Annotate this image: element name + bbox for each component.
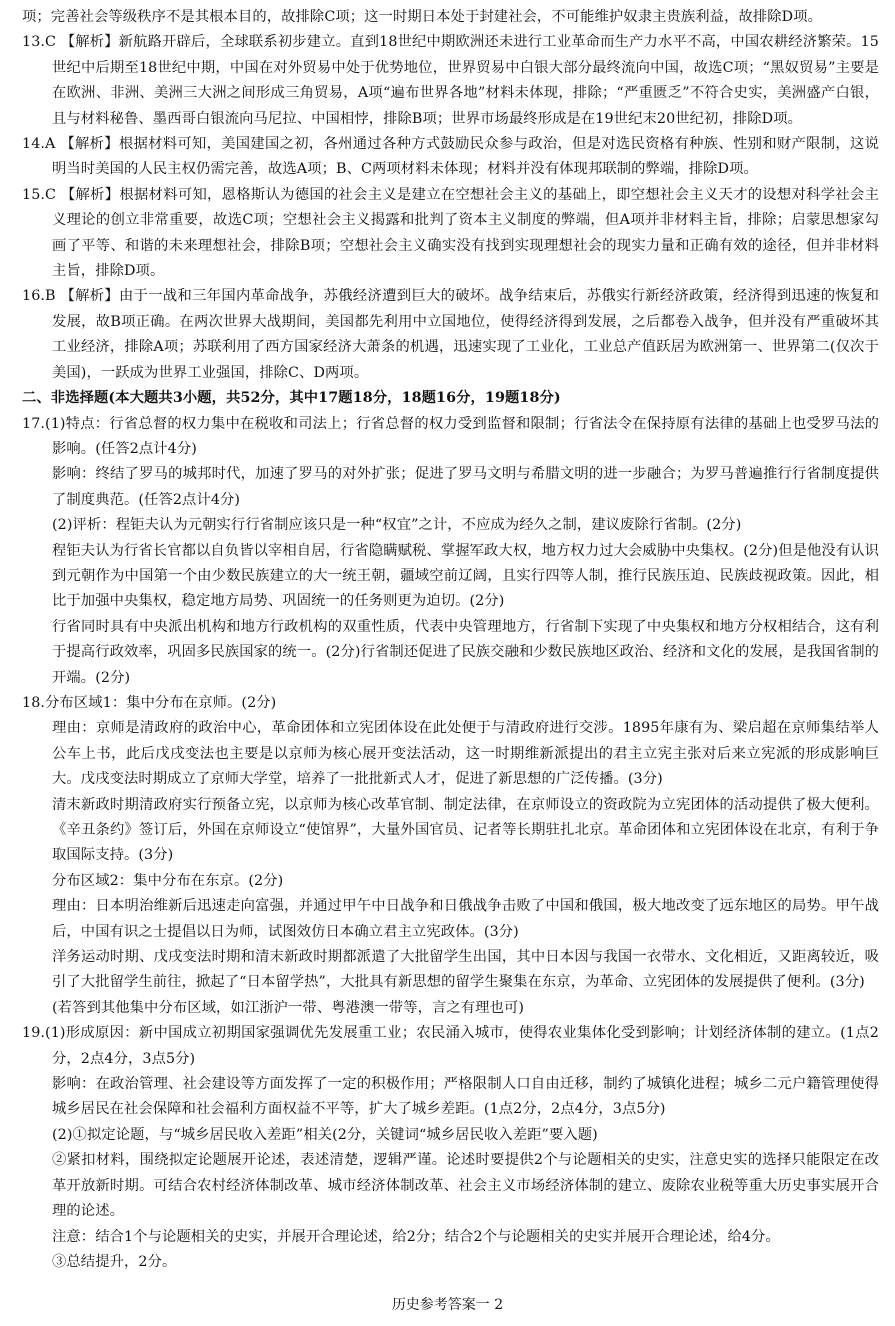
answer-14: 14.A 【解析】根据材料可知，美国建国之初，各州通过各种方式鼓励民众参与政治，但是对选民资格有种族、性别和财产限制，这说明当时美国的人民主权仍需完善，故选A项；B、C两项材料未体现；材料并没有体现邦联制的弊端，排除D项。 (22, 136, 879, 178)
answer-17-paragraph: 行省同时具有中央派出机构和地方行政机构的双重性质，代表中央管理地方，行省制下实现了中央集权和地方分权相结合，这有利于提高行政效率，巩固多民族国家的统一。(2分)行省制还促进了民族交融和少数民族地区政治、经济和文化的发展，是我国省制的开端。(2分) (52, 618, 879, 686)
answer-18-paragraph: 理由：京师是清政府的政治中心，革命团体和立宪团体设在此处便于与清政府进行交涉。1895年康有为、梁启超在京师集结举人公车上书，此后戊戌变法也主要是以京师为核心展开变法活动，这一时期维新派提出的君主立宪主张对后来立宪派的形成影响巨大。戊戌变法时期成立了京师大学堂，培养了一批批新式人才，促进了新思想的广泛传播。(3分) (52, 720, 879, 788)
answer-18-paragraph: 理由：日本明治维新后迅速走向富强，并通过甲午中日战争和日俄战争击败了中国和俄国，极大地改变了远东地区的局势。甲午战后，中国有识之士提倡以日为师，试图效仿日本确立君主立宪政体。(3分) (52, 898, 879, 940)
answer-17-head: 17.(1)特点：行省总督的权力集中在税收和司法上；行省总督的权力受到监督和限制；行省法令在保持原有法律的基础上也受罗马法的影响。(任答2点计4分) (22, 415, 879, 457)
continued-paragraph: 项；完善社会等级秩序不是其根本目的，故排除C项；这一时期日本处于封建社会，不可能维护奴隶主贵族利益，故排除D项。 (22, 9, 823, 25)
answer-19-paragraph: 影响：在政治管理、社会建设等方面发挥了一定的积极作用；严格限制人口自由迁移，制约了城镇化进程；城乡二元户籍管理使得城乡居民在社会保障和社会福利方面权益不平等，扩大了城乡差距。(1点2分，2点4分，3点5分) (52, 1076, 879, 1118)
answer-17-paragraph: (2)评析：程钜夫认为元朝实行行省制应该只是一种“权宜”之计，不应成为经久之制，建议废除行省制。(2分) (52, 517, 742, 534)
answer-13: 13.C 【解析】新航路开辟后，全球联系初步建立。直到18世纪中期欧洲还未进行工业革命而生产力水平不高，中国农耕经济繁荣。15世纪中后期至18世纪中期，中国在对外贸易中处于优势地位，世界贸易中白银大部分最终流向中国，故选C项；“黑奴贸易”主要是在欧洲、非洲、美洲三大洲之间形成三角贸易，A项“遍布世界各地”材料未体现，排除；“严重匮乏”不符合史实，美洲盛产白银，且与材料秘鲁、墨西哥白银流向马尼拉、中国相悖，排除B项；世界市场最终形成是在19世纪末20世纪初，排除D项。 (22, 34, 879, 127)
answer-19-head: 19.(1)形成原因：新中国成立初期国家强调优先发展重工业；农民涌入城市，使得农业集体化受到影响；计划经济体制的建立。(1点2分，2点4分，3点5分) (22, 1025, 879, 1067)
answer-15: 15.C 【解析】根据材料可知，恩格斯认为德国的社会主义是建立在空想社会主义的基础上，即空想社会主义天才的设想对科学社会主义理论的创立非常重要，故选C项；空想社会主义揭露和批判了资本主义制度的弊端，但A项并非材料主旨，排除；启蒙思想家勾画了平等、和谐的未来理想社会，排除B项；空想社会主义确实没有找到实现理想社会的现实力量和正确有效的途径，但并非材料主旨，排除D项。 (22, 186, 879, 280)
answer-18-head: 18.分布区域1：集中分布在京师。(2分) (22, 694, 277, 711)
page-footer: 历史参考答案一 2 (391, 1297, 504, 1313)
answer-19-paragraph: ②紧扣材料，围绕拟定论题展开论述，表述清楚，逻辑严谨。论述时要提供2个与论题相关的史实，注意史实的选择只能限定在改革开放新时期。可结合农村经济体制改革、城市经济体制改革、社会主义市场经济体制的建立、废除农业税等重大历史事实展开合理的论述。 (52, 1152, 879, 1220)
answer-16: 16.B 【解析】由于一战和三年国内革命战争，苏俄经济遭到巨大的破坏。战争结束后，苏俄实行新经济政策，经济得到迅速的恢复和发展，故B项正确。在两次世界大战期间，美国都先利用中立国地位，使得经济得到发展，之后都卷入战争，但并没有严重破坏其工业经济，排除A项；苏联利用了西方国家经济大萧条的机遇，迅速实现了工业化，工业总产值跃居为欧洲第一、世界第二(仅次于美国)，一跃成为世界工业强国，排除C、D两项。 (22, 288, 879, 381)
answer-18-paragraph: 清末新政时期清政府实行预备立宪，以京师为核心改革官制、制定法律，在京师设立的资政院为立宪团体的活动提供了极大便利。《辛丑条约》签订后，外国在京师设立“使馆界”，大量外国官员、记者等长期驻扎北京。革命团体和立宪团体设在北京，有利于争取国际支持。(3分) (52, 796, 879, 864)
answer-18-paragraph: 洋务运动时期、戊戌变法时期和清末新政时期都派遣了大批留学生出国，其中日本因与我国一衣带水、文化相近，又距离较近，吸引了大批留学生前往，掀起了“日本留学热”，大批具有新思想的留学生聚集在东京，为革命、立宪团体的发展提供了便利。(3分) (52, 949, 879, 991)
answer-content (22, 5, 879, 1275)
answer-17-paragraph: 程钜夫认为行省长官都以自负皆以宰相自居，行省隐瞒赋税、掌握军政大权，地方权力过大会威胁中央集权。(2分)但是他没有认识到元朝作为中国第一个由少数民族建立的大一统王朝，疆域空前辽阔，且实行四等人制，推行民族压迫、民族歧视政策。因此，相比于加强中央集权，稳定地方局势、巩固统一的任务则更为迫切。(2分) (52, 542, 879, 610)
answer-17-paragraph: 影响：终结了罗马的城邦时代，加速了罗马的对外扩张；促进了罗马文明与希腊文明的进一步融合；为罗马普遍推行行省制度提供了制度典范。(任答2点计4分) (52, 466, 879, 508)
section-heading-nonchoice: 二、非选择题(本大题共3小题，共52分，其中17题18分，18题16分，19题18分) (22, 390, 561, 407)
answer-19-paragraph: 注意：结合1个与论题相关的史实，并展开合理论述，给2分；结合2个与论题相关的史实并展开合理论述，给4分。 (52, 1228, 780, 1245)
answer-18-paragraph: 分布区域2：集中分布在东京。(2分) (52, 872, 284, 889)
answer-19-paragraph: ③总结提升，2分。 (52, 1253, 177, 1270)
answer-18-paragraph: (若答到其他集中分布区域，如江浙沪一带、粤港澳一带等，言之有理也可) (52, 999, 525, 1016)
answer-19-paragraph: (2)①拟定论题，与“城乡居民收入差距”相关(2分，关键词“城乡居民收入差距”要入题) (52, 1126, 598, 1143)
